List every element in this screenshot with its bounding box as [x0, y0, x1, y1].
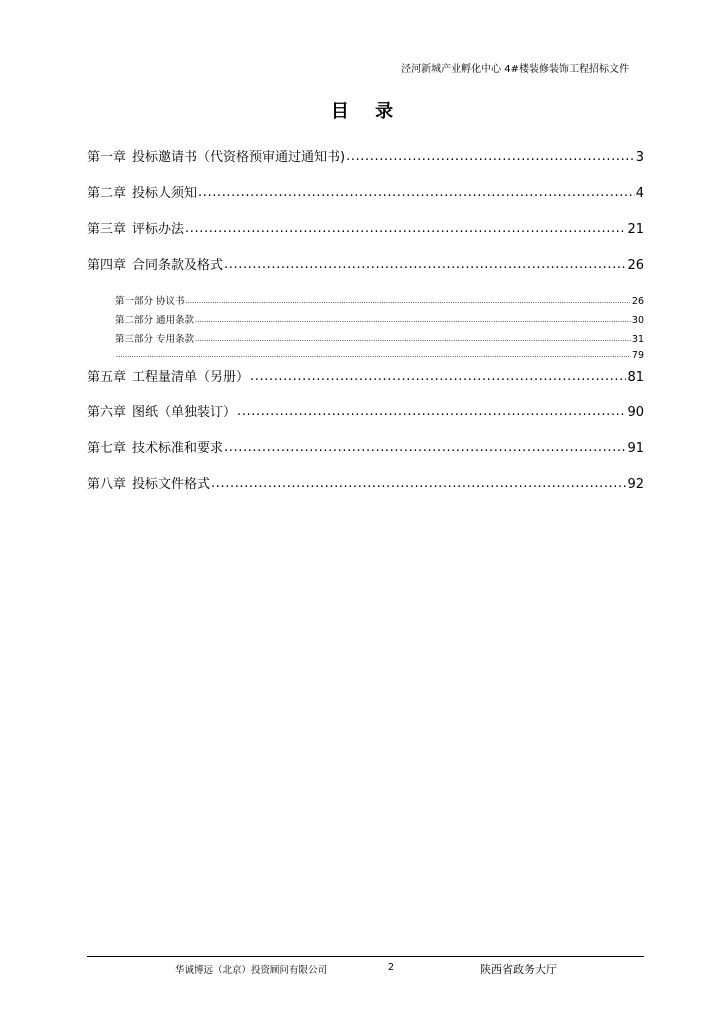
toc-dot-leader — [224, 440, 626, 455]
toc-entry-part-1[interactable] — [115, 293, 644, 307]
toc-chapter-number: 第三章 — [87, 222, 127, 237]
toc-dot-leader — [185, 221, 626, 236]
toc-entry-chapter-6[interactable] — [87, 401, 644, 420]
toc-dot-leader — [211, 476, 626, 491]
toc-entry-chapter-4[interactable] — [87, 254, 644, 273]
toc-dot-leader — [250, 369, 626, 384]
toc-entry-chapter-3[interactable] — [87, 218, 644, 237]
toc-chapter-title: 投标邀请书（代资格预审通过通知书) — [132, 150, 346, 165]
footer-page-number: 2 — [388, 962, 395, 973]
toc-dot-leader — [346, 149, 635, 164]
toc-part-title: 第二部分 通用条款 — [115, 315, 195, 326]
toc-chapter-number: 第五章 — [87, 370, 127, 385]
page-header-title: 泾河新城产业孵化中心 4#楼装修装饰工程招标文件 — [401, 64, 629, 75]
toc-page-number: 90 — [627, 405, 644, 420]
toc-entry-part-2[interactable] — [115, 312, 644, 326]
toc-page-number: 81 — [627, 370, 644, 385]
toc-dot-leader — [198, 185, 635, 200]
toc-entry-chapter-1[interactable] — [87, 146, 644, 165]
toc-chapter-title: 工程量清单（另册） — [132, 370, 250, 385]
toc-chapter-title: 评标办法 — [132, 222, 185, 237]
toc-entry-chapter-5[interactable] — [87, 366, 644, 385]
toc-page-number: 30 — [631, 315, 644, 326]
toc-entry-chapter-8[interactable] — [87, 473, 644, 492]
toc-entry-chapter-7[interactable] — [87, 437, 644, 456]
toc-page-number: 26 — [627, 258, 644, 273]
toc-chapter-number: 第一章 — [87, 150, 127, 165]
table-of-contents — [87, 0, 644, 1024]
toc-entry-part-untitled[interactable] — [115, 350, 644, 361]
toc-chapter-title: 投标人须知 — [132, 186, 198, 201]
toc-page-number: 91 — [627, 441, 644, 456]
toc-dot-leader — [237, 404, 626, 419]
toc-chapter-number: 第六章 — [87, 405, 127, 420]
toc-dot-leader — [195, 314, 631, 325]
toc-chapter-number: 第四章 — [87, 258, 127, 273]
toc-page-number: 21 — [627, 222, 644, 237]
toc-page-number: 31 — [631, 334, 644, 345]
toc-heading: 目 录 — [330, 101, 404, 122]
toc-page-number: 92 — [627, 477, 644, 492]
toc-chapter-title: 技术标准和要求 — [132, 441, 224, 456]
toc-chapter-title: 图纸（单独装订） — [132, 405, 237, 420]
footer-location: 陕西省政务大厅 — [480, 963, 557, 976]
toc-chapter-title: 合同条款及格式 — [132, 258, 224, 273]
toc-page-number: 4 — [635, 186, 644, 201]
toc-dot-leader — [116, 349, 631, 360]
toc-dot-leader — [186, 295, 631, 306]
toc-page-number: 79 — [631, 350, 644, 361]
toc-page-number: 3 — [635, 150, 644, 165]
toc-part-title: 第三部分 专用条款 — [115, 334, 195, 345]
toc-page-number: 26 — [631, 296, 644, 307]
toc-dot-leader — [224, 257, 626, 272]
footer-company-name: 华诚博远（北京）投资顾问有限公司 — [175, 965, 328, 976]
toc-entry-part-3[interactable] — [115, 331, 644, 345]
toc-entry-chapter-2[interactable] — [87, 182, 644, 201]
toc-chapter-number: 第七章 — [87, 441, 127, 456]
toc-chapter-number: 第二章 — [87, 186, 127, 201]
toc-part-title: 第一部分 协议书 — [115, 296, 185, 307]
toc-dot-leader — [195, 333, 631, 344]
toc-chapter-title: 投标文件格式 — [132, 477, 211, 492]
footer-divider — [87, 956, 644, 957]
toc-chapter-number: 第八章 — [87, 477, 127, 492]
